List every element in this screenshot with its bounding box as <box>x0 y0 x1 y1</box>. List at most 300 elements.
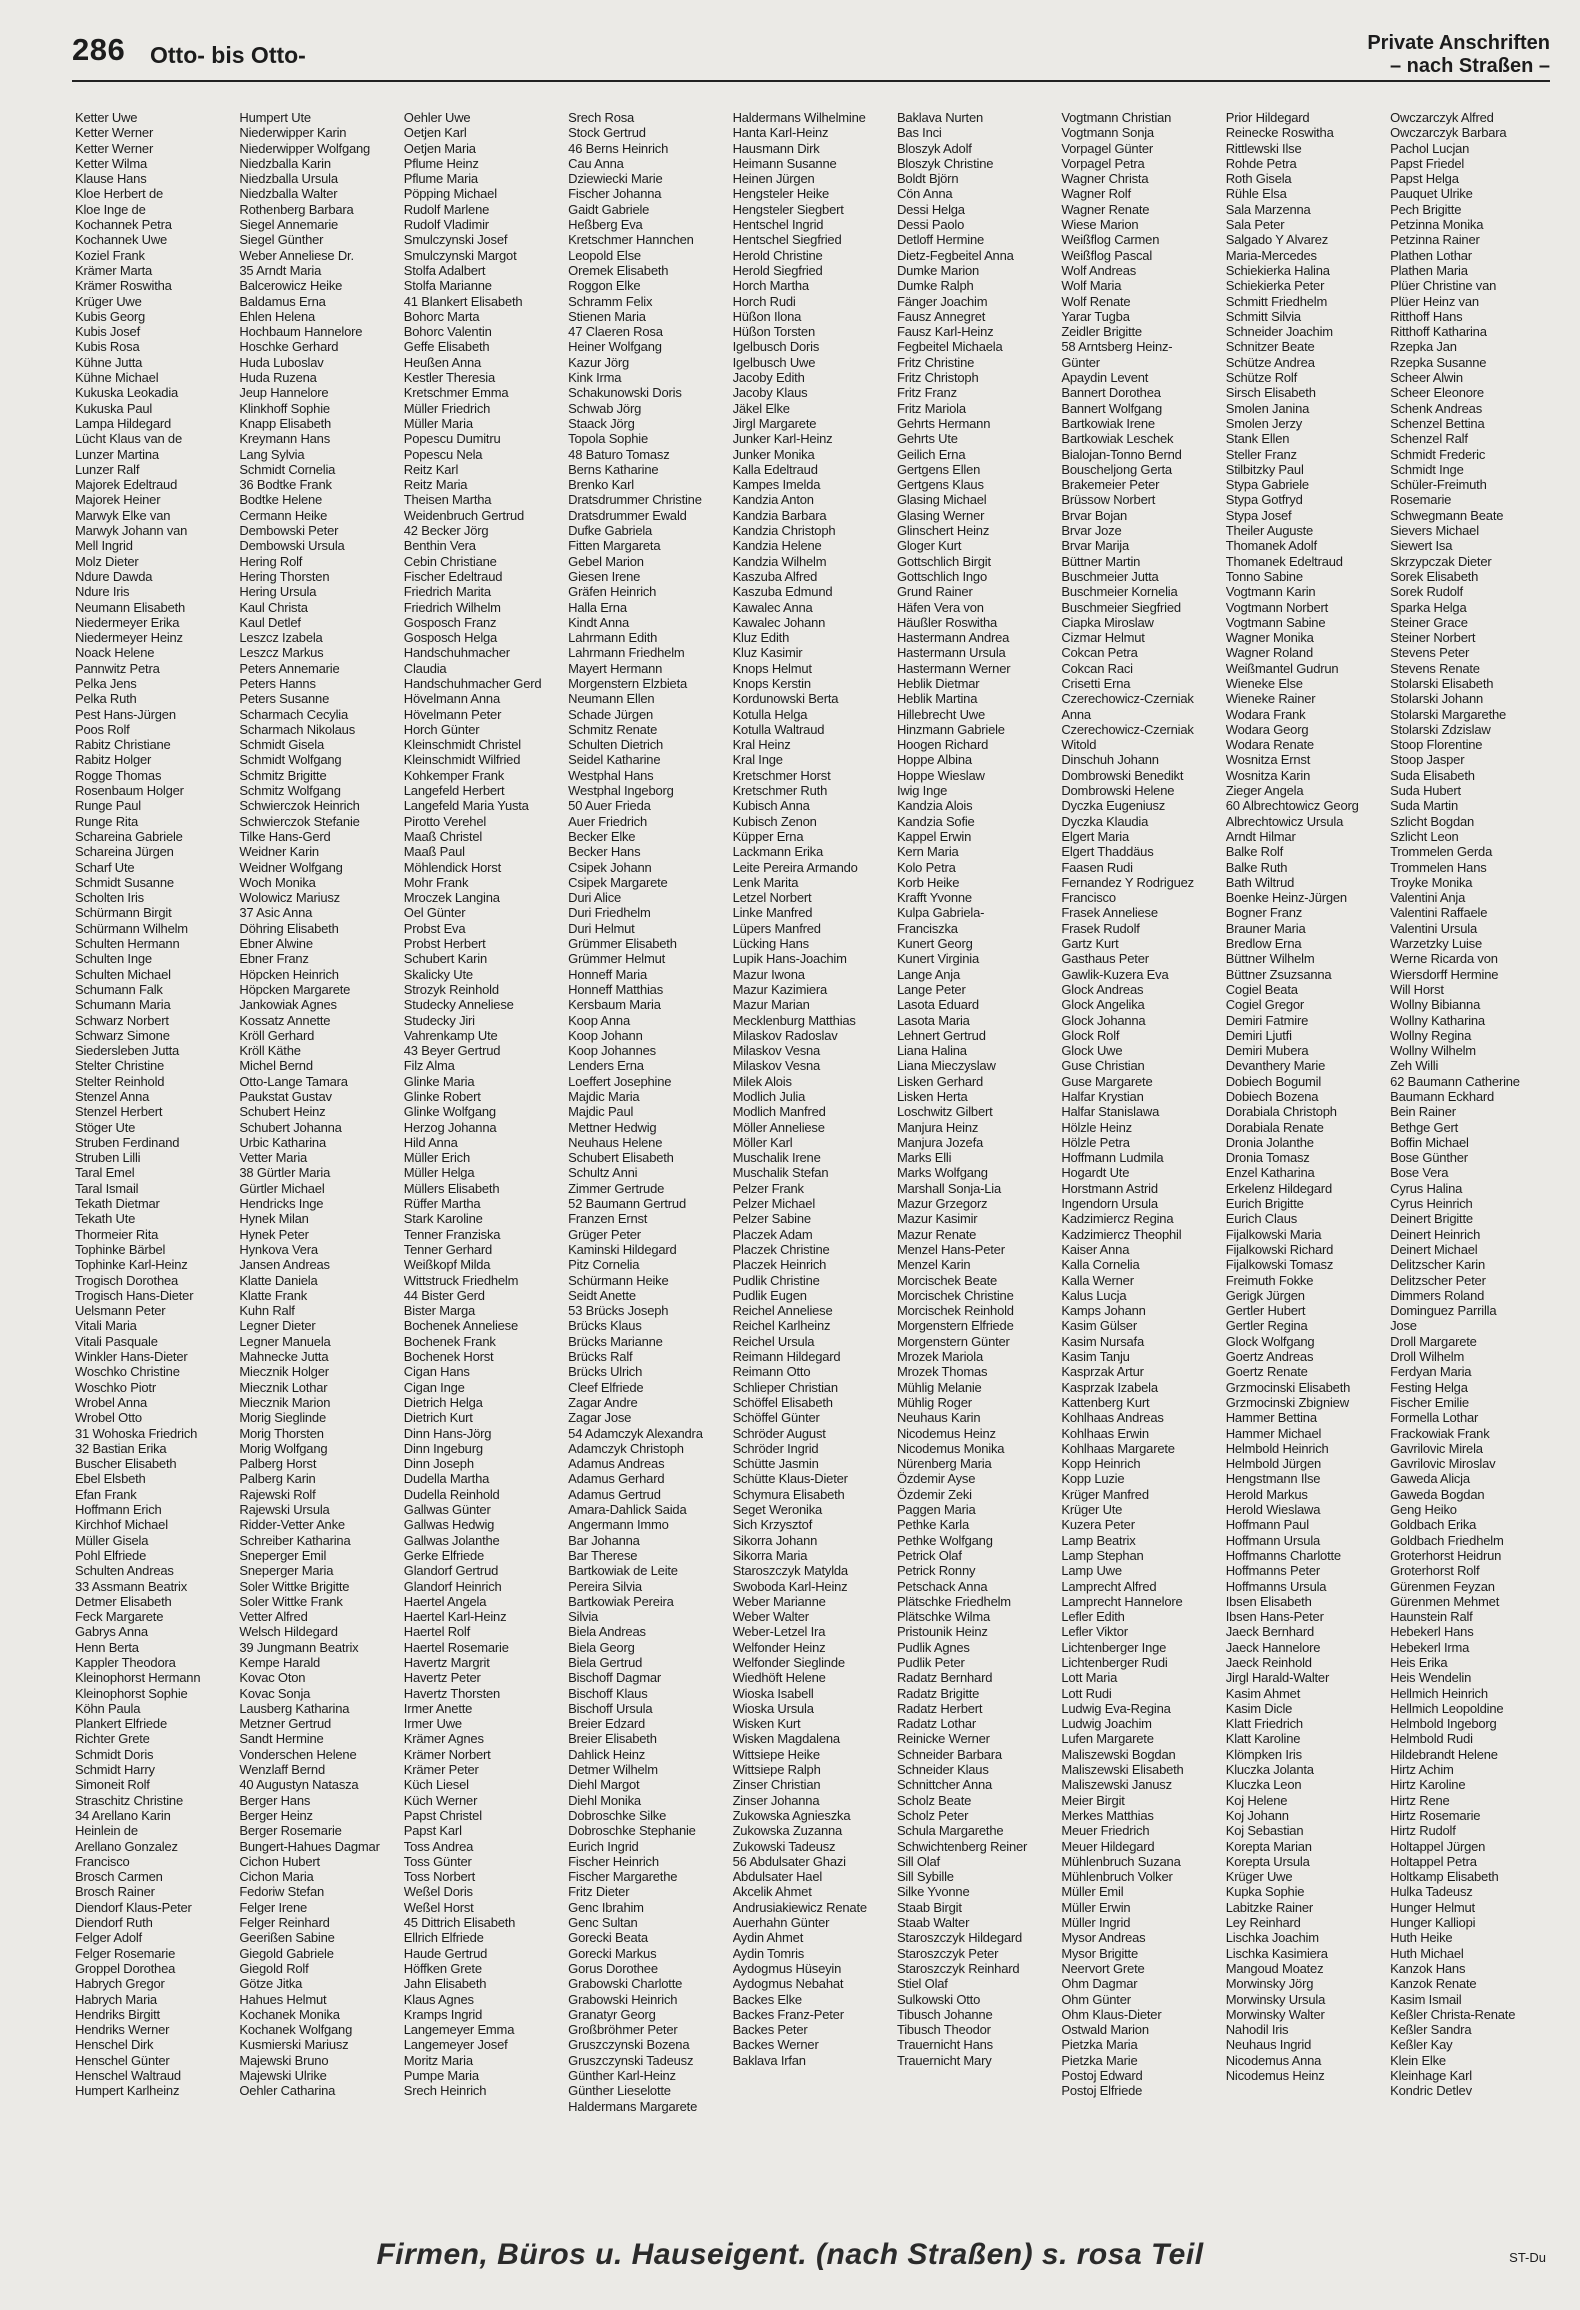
directory-entry: Dobiech Bozena <box>1225 1089 1319 1104</box>
directory-entry: Holtappel Petra <box>1390 1853 1477 1869</box>
directory-entry: Breier Edzard <box>568 1716 646 1732</box>
directory-entry: Taral Ismail <box>75 1180 139 1196</box>
directory-entry: Toss Günter <box>403 1853 472 1869</box>
directory-entry: Niederwipper Karin <box>239 125 347 141</box>
directory-entry: Staab Walter <box>896 1915 970 1931</box>
directory-entry: Brosch Carmen <box>75 1869 163 1885</box>
directory-entry: Halfar Stanislawa <box>1061 1104 1160 1120</box>
directory-entry: Guse Margarete <box>1061 1073 1153 1089</box>
directory-entry: Zukowska Zuzanna <box>732 1823 843 1839</box>
directory-entry: Sill Olaf <box>896 1853 940 1869</box>
directory-entry: Lichtenberger Inge <box>1061 1639 1167 1655</box>
directory-entry: Schöffel Günter <box>732 1410 820 1426</box>
directory-entry: Schmidt Gisela <box>239 737 325 753</box>
directory-entry: Kappler Theodora <box>75 1654 176 1670</box>
directory-entry: Berger Rosemarie <box>239 1823 342 1839</box>
directory-entry: Weber Anneliese Dr. <box>239 247 354 263</box>
directory-entry: Hirtz Karoline <box>1390 1777 1466 1793</box>
directory-entry: Rohde Petra <box>1225 155 1297 171</box>
directory-entry: Aydogmus Hüseyin <box>732 1960 842 1976</box>
directory-entry: Glock Uwe <box>1061 1043 1123 1059</box>
directory-entry: Majewski Ulrike <box>239 2068 327 2083</box>
directory-entry: Salgado Y Alvarez <box>1225 232 1329 248</box>
directory-entry: Suda Elisabeth <box>1390 767 1475 783</box>
directory-entry: Sirsch Elisabeth <box>1225 385 1316 401</box>
directory-entry: Brücks Ralf <box>568 1349 633 1365</box>
directory-entry: Srech Rosa <box>568 110 635 125</box>
directory-entry: Holtappel Jürgen <box>1390 1838 1486 1854</box>
directory-entry: Lüpers Manfred <box>732 920 821 936</box>
directory-entry: Hildebrandt Helene <box>1390 1746 1498 1762</box>
directory-entry: Schröder Ingrid <box>732 1440 819 1456</box>
directory-entry: Stienen Maria <box>568 308 646 324</box>
directory-entry: Mettner Hedwig <box>568 1119 657 1135</box>
directory-entry: Kohkemper Frank <box>403 767 505 783</box>
directory-entry: Brvar Marija <box>1061 538 1130 554</box>
directory-entry: Papst Christel <box>403 1807 482 1823</box>
directory-entry: Boenke Heinz-Jürgen <box>1225 890 1347 906</box>
directory-entry: Tibusch Theodor <box>896 2022 991 2038</box>
directory-entry: Becker Elke <box>568 828 636 844</box>
directory-column <box>1061 110 1225 2150</box>
directory-entry: Schubert Karin <box>403 951 487 967</box>
directory-entry: Schmidt Inge <box>1390 461 1464 477</box>
directory-entry: Weidner Wolfgang <box>239 859 343 875</box>
directory-entry: Reichel Anneliese <box>732 1303 833 1319</box>
directory-entry: Aydogmus Nebahat <box>732 1976 844 1992</box>
directory-entry: Koop Johann <box>568 1027 643 1043</box>
directory-entry: Wodara Renate <box>1225 737 1314 753</box>
directory-entry: Pelzer Frank <box>732 1180 804 1196</box>
directory-entry: Csipek Margarete <box>568 874 668 890</box>
directory-entry: Guse Christian <box>1061 1058 1145 1074</box>
directory-entry: Duri Friedhelm <box>568 905 651 921</box>
directory-entry: Kaiser Anna <box>1061 1241 1130 1257</box>
directory-entry: Herold Siegfried <box>732 262 823 278</box>
directory-entry: 48 Baturo Tomasz <box>568 446 670 462</box>
directory-entry: Hoppe Wieslaw <box>896 767 985 783</box>
directory-entry: Ketter Wilma <box>75 155 148 171</box>
directory-entry: Popescu Nela <box>403 446 483 462</box>
directory-entry: Maliszewski Bogdan <box>1061 1746 1176 1762</box>
directory-entry: Bath Wiltrud <box>1225 874 1295 890</box>
directory-entry: Theisen Martha <box>403 492 492 508</box>
directory-entry: Stelter Christine <box>75 1058 165 1074</box>
directory-entry: 31 Wohoska Friedrich <box>75 1425 198 1441</box>
directory-entry: Kaminski Hildegard <box>568 1241 677 1257</box>
directory-entry: Lisken Gerhard <box>896 1073 984 1089</box>
directory-entry: Petzinna Monika <box>1390 217 1484 233</box>
directory-entry: Günter <box>1061 354 1100 370</box>
directory-entry: Fritz Dieter <box>568 1884 630 1900</box>
directory-entry: Knops Kerstin <box>732 675 811 691</box>
directory-entry: Sneperger Maria <box>239 1563 334 1579</box>
directory-entry: Schwarz Norbert <box>75 1012 169 1028</box>
directory-entry: 45 Dittrich Elisabeth <box>403 1915 516 1931</box>
directory-entry: Schubert Elisabeth <box>568 1150 674 1166</box>
directory-entry: Heußen Anna <box>403 354 482 370</box>
directory-entry: Schulten Hermann <box>75 936 180 952</box>
directory-entry: Kandzia Helene <box>732 538 822 554</box>
directory-entry: Kandzia Christoph <box>732 523 836 539</box>
directory-entry: Reichel Karlheinz <box>732 1318 831 1334</box>
directory-entry: Letzel Norbert <box>732 890 812 906</box>
directory-entry: Klause Hans <box>75 171 147 187</box>
directory-entry: Wagner Monika <box>1225 630 1314 646</box>
directory-entry: Dietrich Helga <box>403 1394 483 1410</box>
directory-entry: Ostwald Marion <box>1061 2022 1149 2038</box>
directory-entry: Pflume Heinz <box>403 155 479 171</box>
directory-entry: Morwinsky Jörg <box>1225 1976 1314 1992</box>
directory-entry: Horch Günter <box>403 721 480 737</box>
directory-entry: Muschalik Irene <box>732 1150 821 1166</box>
directory-entry: Czerechowicz-Czerniak <box>1061 691 1194 707</box>
directory-entry: Studecky Jiri <box>403 1012 475 1028</box>
directory-entry: Zeidler Brigitte <box>1061 324 1142 340</box>
directory-entry: Mysor Andreas <box>1061 1930 1146 1946</box>
directory-entry: Vetter Alfred <box>239 1609 308 1625</box>
directory-entry: Liana Halina <box>896 1043 967 1059</box>
directory-entry: Valentini Anja <box>1390 890 1466 906</box>
directory-entry: Dratsdrummer Christine <box>568 492 702 508</box>
directory-entry: Legner Manuela <box>239 1333 331 1349</box>
directory-entry: Stypa Gabriele <box>1225 477 1309 493</box>
directory-entry: Grabowski Charlotte <box>568 1976 683 1992</box>
directory-entry: Ciapka Miroslaw <box>1061 614 1154 630</box>
directory-entry: Dombrowski Benedikt <box>1061 767 1184 783</box>
directory-entry: Kubisch Anna <box>732 798 810 814</box>
directory-entry: Grund Rainer <box>896 584 973 600</box>
directory-entry: 32 Bastian Erika <box>75 1440 167 1456</box>
directory-entry: Smulczynski Margot <box>403 247 517 263</box>
directory-entry: Detloff Hermine <box>896 232 985 248</box>
directory-entry: Brosch Rainer <box>75 1884 155 1900</box>
directory-entry: Dyczka Klaudia <box>1061 813 1149 829</box>
directory-entry: Scholz Beate <box>896 1792 972 1808</box>
directory-entry: Fernandez Y Rodriguez <box>1061 874 1194 890</box>
directory-entry: Schmitt Silvia <box>1225 308 1301 324</box>
directory-entry: Vorpagel Petra <box>1061 155 1145 171</box>
directory-entry: Baklava Irfan <box>732 2052 806 2068</box>
directory-entry: Diendorf Klaus-Peter <box>75 1899 192 1915</box>
directory-entry: Seidt Anette <box>568 1287 636 1303</box>
directory-entry: Schymura Elisabeth <box>732 1486 845 1502</box>
directory-entry: Balcerowicz Heike <box>239 278 343 294</box>
directory-entry: Staroszczyk Peter <box>896 1945 999 1961</box>
directory-entry: Adamczyk Christoph <box>568 1440 684 1456</box>
directory-entry: Bischoff Dagmar <box>568 1670 662 1686</box>
directory-entry: Henschel Dirk <box>75 2037 154 2053</box>
directory-entry: Silvia <box>568 1609 599 1625</box>
directory-entry: Vitali Maria <box>75 1318 137 1334</box>
directory-entry: Diendorf Ruth <box>75 1915 153 1931</box>
directory-entry: Morcischek Christine <box>896 1287 1014 1303</box>
directory-entry: Nahodil Iris <box>1225 2022 1289 2038</box>
directory-entry: Tenner Gerhard <box>403 1241 493 1257</box>
directory-entry: Duri Alice <box>568 890 622 906</box>
directory-entry: Möller Anneliese <box>732 1119 825 1135</box>
directory-entry: 34 Arellano Karin <box>75 1807 171 1823</box>
directory-entry: Igelbusch Doris <box>732 339 820 355</box>
directory-entry: Kern Maria <box>896 844 959 860</box>
directory-entry: Schmitz Renate <box>568 721 658 737</box>
directory-entry: Diehl Monika <box>568 1792 641 1808</box>
directory-entry: Glandorf Heinrich <box>403 1578 502 1594</box>
directory-entry: Dinn Hans-Jörg <box>403 1425 492 1441</box>
directory-entry: Anna <box>1061 706 1091 722</box>
page-footer <box>0 2238 1580 2278</box>
directory-entry: Glock Angelika <box>1061 997 1145 1013</box>
directory-entry: Vetter Maria <box>239 1150 308 1166</box>
directory-entry: Fausz Annegret <box>896 308 986 324</box>
directory-entry: Erkelenz Hildegard <box>1225 1180 1332 1196</box>
directory-entry: Kretschmer Hannchen <box>568 232 694 248</box>
directory-entry: 41 Blankert Elisabeth <box>403 293 523 309</box>
directory-entry: Gosposch Helga <box>403 630 498 646</box>
directory-entry: Koj Helene <box>1225 1792 1288 1808</box>
directory-entry: Weßel Horst <box>403 1899 474 1915</box>
directory-entry: Dudella Martha <box>403 1471 490 1487</box>
directory-entry: Glasing Werner <box>896 507 985 523</box>
directory-entry: Sorek Elisabeth <box>1390 568 1479 584</box>
directory-entry: Huth Heike <box>1390 1930 1453 1946</box>
directory-entry: Geilich Erna <box>896 446 966 462</box>
directory-entry: Tekath Dietmar <box>75 1196 160 1212</box>
directory-entry: Bloszyk Christine <box>896 155 994 171</box>
directory-entry: Keßler Sandra <box>1390 2022 1472 2038</box>
directory-entry: Ritthoff Hans <box>1390 308 1463 324</box>
directory-entry: Großbröhmer Peter <box>568 2022 678 2038</box>
directory-entry: Kaszuba Edmund <box>732 584 833 600</box>
directory-entry: Skrzypczak Dieter <box>1390 553 1492 569</box>
directory-entry: Pelzer Sabine <box>732 1211 811 1227</box>
directory-entry: Hynek Peter <box>239 1226 309 1242</box>
directory-entry: Stolfa Adalbert <box>403 262 486 278</box>
directory-entry: Brauner Maria <box>1225 920 1306 936</box>
directory-entry: Srech Heinrich <box>403 2083 487 2099</box>
directory-entry: Stilbitzky Paul <box>1225 461 1304 477</box>
directory-entry: Kunert Virginia <box>896 951 979 967</box>
directory-entry: 36 Bodtke Frank <box>239 477 332 493</box>
directory-entry: 43 Beyer Gertrud <box>403 1043 501 1059</box>
directory-entry: Miecznik Marion <box>239 1394 331 1410</box>
directory-entry: 44 Bister Gerd <box>403 1287 485 1303</box>
directory-entry: Muschalik Stefan <box>732 1165 829 1181</box>
directory-entry: Mroczek Langina <box>403 890 500 906</box>
directory-entry: Schöffel Elisabeth <box>732 1394 833 1410</box>
directory-entry: Gaweda Alicja <box>1390 1471 1470 1487</box>
directory-entry: Abdulsater Hael <box>732 1869 823 1885</box>
directory-entry: Zagar Jose <box>568 1410 632 1426</box>
directory-entry: Dronia Tomasz <box>1225 1150 1310 1166</box>
directory-entry: Kasim Ahmet <box>1225 1685 1301 1701</box>
directory-entry: Schramm Felix <box>568 293 653 309</box>
directory-entry: Stolarski Johann <box>1390 691 1484 707</box>
directory-entry: Wiese Marion <box>1061 217 1139 233</box>
directory-entry: Lichtenberger Rudi <box>1061 1654 1168 1670</box>
directory-entry: Pethke Wolfgang <box>896 1532 993 1548</box>
directory-entry: Sparka Helga <box>1390 599 1467 615</box>
directory-entry: Lange Peter <box>896 981 966 997</box>
directory-entry: Koziel Frank <box>75 247 145 263</box>
directory-entry: Hoffmann Paul <box>1225 1517 1309 1533</box>
directory-entry: Lausberg Katharina <box>239 1700 350 1716</box>
directory-entry: Owczarczyk Barbara <box>1390 125 1507 141</box>
directory-entry: Neuhaus Helene <box>568 1134 663 1150</box>
directory-entry: Ndure Iris <box>75 584 130 600</box>
directory-entry: Grüger Peter <box>568 1226 641 1242</box>
directory-entry: 39 Jungmann Beatrix <box>239 1639 359 1655</box>
directory-entry: Zeh Willi <box>1390 1058 1439 1074</box>
directory-entry: Gavrilovic Mirela <box>1390 1440 1483 1456</box>
directory-entry: Valentini Ursula <box>1390 920 1478 936</box>
directory-entry: Pethke Karla <box>896 1517 969 1533</box>
directory-entry: Schubert Johanna <box>239 1119 342 1135</box>
directory-entry: Hunger Helmut <box>1390 1899 1475 1915</box>
directory-entry: Biela Gertrud <box>568 1654 643 1670</box>
directory-entry: Grümmer Helmut <box>568 951 666 967</box>
directory-entry: Morgenstern Elzbieta <box>568 675 688 691</box>
directory-entry: Postoj Edward <box>1061 2068 1143 2083</box>
directory-entry: Gräfen Heinrich <box>568 584 657 600</box>
directory-entry: Schwarz Simone <box>75 1027 170 1043</box>
directory-entry: Vahrenkamp Ute <box>403 1027 498 1043</box>
directory-entry: Scheer Alwin <box>1390 370 1463 386</box>
directory-entry: Staack Jörg <box>568 415 635 431</box>
directory-entry: Freimuth Fokke <box>1225 1272 1314 1288</box>
directory-entry: Kluz Kasimir <box>732 645 803 661</box>
directory-entry: Bohorc Marta <box>403 308 480 324</box>
directory-entry: Stenzel Herbert <box>75 1104 163 1120</box>
directory-entry: Wenzlaff Bernd <box>239 1762 325 1778</box>
directory-entry: Oehler Catharina <box>239 2083 336 2099</box>
directory-entry: Frackowiak Frank <box>1390 1425 1490 1441</box>
directory-entry: Havertz Margrit <box>403 1654 490 1670</box>
directory-entry: Rabitz Holger <box>75 752 152 768</box>
directory-entry: Roggon Elke <box>568 278 641 294</box>
directory-entry: Hulka Tadeusz <box>1390 1884 1473 1900</box>
directory-entry: Cizmar Helmut <box>1061 630 1145 646</box>
directory-entry: Morcischek Reinhold <box>896 1303 1014 1319</box>
directory-entry: Pest Hans-Jürgen <box>75 706 176 722</box>
directory-entry: Haldermans Margarete <box>568 2098 698 2114</box>
directory-entry: Stoop Jasper <box>1390 752 1465 768</box>
directory-entry: Kusmierski Mariusz <box>239 2037 349 2053</box>
directory-entry: Kupka Sophie <box>1225 1884 1305 1900</box>
directory-entry: Dratsdrummer Ewald <box>568 507 687 523</box>
directory-entry: Kovac Sonja <box>239 1685 311 1701</box>
directory-entry: Gottschlich Ingo <box>896 568 987 584</box>
directory-entry: Kawalec Johann <box>732 614 826 630</box>
directory-entry: Maria-Mercedes <box>1225 247 1317 263</box>
directory-entry: Oetjen Karl <box>403 125 467 141</box>
directory-entry: Paukstat Gustav <box>239 1089 332 1104</box>
directory-entry: Biela Georg <box>568 1639 635 1655</box>
directory-entry: Meuer Hildegard <box>1061 1838 1155 1854</box>
directory-entry: Halla Erna <box>568 599 627 615</box>
directory-entry: Hillebrecht Uwe <box>896 706 985 722</box>
directory-entry: Vogtmann Christian <box>1061 110 1172 125</box>
directory-entry: Zagar Andre <box>568 1394 638 1410</box>
directory-entry: Palberg Karin <box>239 1471 316 1487</box>
directory-entry: Wieneke Else <box>1225 675 1303 691</box>
directory-entry: Delitzscher Peter <box>1390 1272 1486 1288</box>
directory-entry: Gosposch Franz <box>403 614 497 630</box>
directory-entry: Merkes Matthias <box>1061 1807 1154 1823</box>
directory-entry: Habrych Gregor <box>75 1976 165 1992</box>
directory-entry: Dinn Ingeburg <box>403 1440 483 1456</box>
directory-entry: Aydin Ahmet <box>732 1930 804 1946</box>
directory-entry: Müller Maria <box>403 415 473 431</box>
directory-entry: Siedersleben Jutta <box>75 1043 180 1059</box>
directory-entry: Mysor Brigitte <box>1061 1945 1139 1961</box>
directory-entry: Schwierczok Heinrich <box>239 798 360 814</box>
directory-entry: Liana Mieczyslaw <box>896 1058 996 1074</box>
directory-entry: Schütte Jasmin <box>732 1456 819 1472</box>
directory-entry: Gottschlich Birgit <box>896 553 991 569</box>
directory-entry: Strozyk Reinhold <box>403 981 499 997</box>
directory-entry: Kluczka Jolanta <box>1225 1762 1314 1778</box>
directory-entry: Schenzel Bettina <box>1390 415 1485 431</box>
directory-entry: Filz Alma <box>403 1058 455 1074</box>
directory-entry: Cigan Hans <box>403 1364 470 1380</box>
directory-entry: Papst Karl <box>403 1823 462 1839</box>
directory-entry: Holtkamp Elisabeth <box>1390 1869 1499 1885</box>
directory-entry: Linke Manfred <box>732 905 813 921</box>
directory-entry: Stolarski Margarethe <box>1390 706 1507 722</box>
directory-entry: Reitz Karl <box>403 461 459 477</box>
directory-entry: Gloger Kurt <box>896 538 962 554</box>
directory-entry: Goldbach Erika <box>1390 1517 1477 1533</box>
directory-entry: Vogtmann Sabine <box>1225 614 1326 630</box>
directory-entry: Francisco <box>75 1853 130 1869</box>
directory-entry: Smolen Janina <box>1225 400 1310 416</box>
directory-column <box>75 110 239 2150</box>
directory-entry: Kotulla Waltraud <box>732 721 825 737</box>
directory-entry: Wisken Kurt <box>732 1716 801 1732</box>
directory-entry: Fischer Margarethe <box>568 1869 678 1885</box>
directory-entry: Bethge Gert <box>1390 1119 1459 1135</box>
directory-entry: Kohlhaas Andreas <box>1061 1410 1164 1426</box>
directory-entry: Lufen Margarete <box>1061 1731 1154 1747</box>
directory-entry: Glock Rolf <box>1061 1027 1120 1043</box>
directory-entry: Kaszuba Alfred <box>732 568 818 584</box>
directory-entry: Milaskov Vesna <box>732 1058 821 1074</box>
directory-entry: Lahrmann Edith <box>568 630 658 646</box>
directory-entry: Bogner Franz <box>1225 905 1303 921</box>
directory-entry: Kalla Edeltraud <box>732 461 818 477</box>
directory-entry: Bartkowiak Pereira <box>568 1593 674 1609</box>
directory-entry: Mazur Marian <box>732 997 810 1013</box>
directory-entry: Crisetti Erna <box>1061 675 1131 691</box>
directory-entry: Hoffmann Ludmila <box>1061 1150 1164 1166</box>
directory-entry: Lamp Stephan <box>1061 1547 1144 1563</box>
directory-entry: Wieneke Rainer <box>1225 691 1316 707</box>
directory-entry: Buscher Elisabeth <box>75 1456 177 1472</box>
directory-column <box>897 110 1061 2150</box>
directory-entry: Dumke Ralph <box>896 278 974 294</box>
directory-entry: Dronia Jolanthe <box>1225 1134 1314 1150</box>
directory-entry: Küpper Erna <box>732 828 804 844</box>
directory-entry: Gebel Marion <box>568 553 644 569</box>
directory-entry: Maaß Christel <box>403 828 483 844</box>
directory-entry: Weßel Doris <box>403 1884 473 1900</box>
directory-entry: Kaul Christa <box>239 599 308 615</box>
directory-entry: Breier Elisabeth <box>568 1731 657 1747</box>
directory-entry: Krämer Roswitha <box>75 278 172 294</box>
directory-entry: Bartkowiak Irene <box>1061 415 1155 431</box>
directory-entry: Hövelmann Peter <box>403 706 502 722</box>
